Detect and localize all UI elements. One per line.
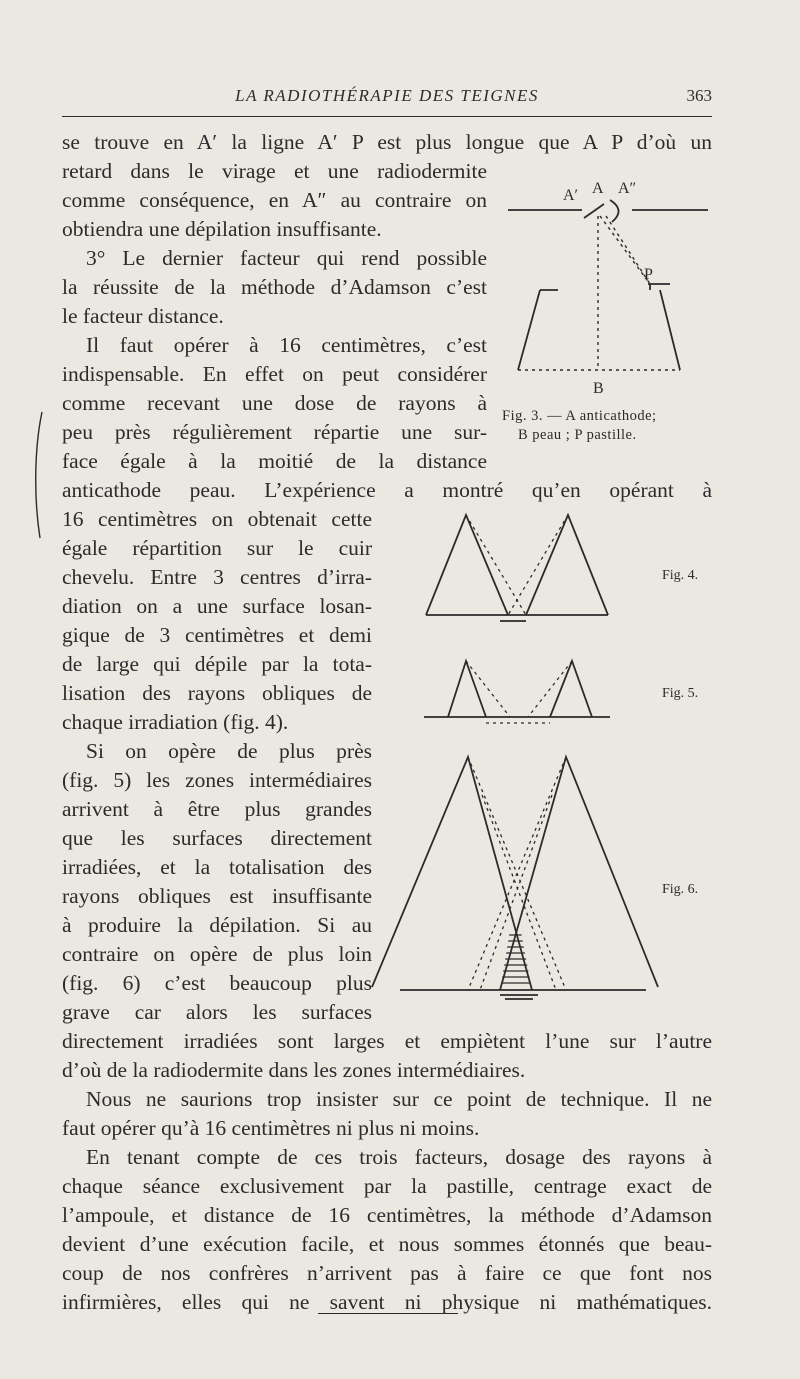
text-line: Nous ne saurions trop insister sur ce point de technique. Il ne <box>86 1087 712 1111</box>
fig4-label: Fig. 4. <box>662 568 699 583</box>
text-line: infirmières, elles qui ne savent ni physique ni mathématiques. <box>62 1290 712 1314</box>
text-line: se trouve en A′ la ligne A′ P est plus longue que A P d’où un <box>62 130 712 154</box>
text-line: coup de nos confrères n’arrivent pas à faire ce que font nos <box>62 1261 712 1285</box>
text-line: la réussite de la méthode d’Adamson c’est <box>62 275 487 299</box>
text-line: 3° Le dernier facteur qui rend possible <box>86 246 487 270</box>
text-line: (fig. 6) c’est beaucoup plus <box>62 971 372 995</box>
page-header <box>62 86 712 112</box>
text-line: rayons obliques est insuffisante <box>62 884 372 908</box>
text-line: le facteur distance. <box>62 304 224 328</box>
text-line: chevelu. Entre 3 centres d’irra- <box>62 565 372 589</box>
text-line: chaque séance exclusivement par la pastille, centrage exact de <box>62 1174 712 1198</box>
text-line: Si on opère de plus près <box>86 739 372 763</box>
text-line: de large qui dépile par la tota- <box>62 652 372 676</box>
text-line: comme recevant une dose de rayons à <box>62 391 487 415</box>
text-line: retard dans le virage et une radiodermite <box>62 159 487 183</box>
text-line: à produire la dépilation. Si au <box>62 913 372 937</box>
text-line: lisation des rayons obliques de <box>62 681 372 705</box>
text-line: peu près régulièrement répartie une sur- <box>62 420 487 444</box>
figure-6-diagram <box>370 755 670 1005</box>
text-line: directement irradiées sont larges et empiètent l’une sur l’autre <box>62 1029 712 1053</box>
figure-5-diagram <box>420 655 620 730</box>
text-line: irradiées, et la totalisation des <box>62 855 372 879</box>
margin-bracket-mark <box>30 410 48 540</box>
figure-4-diagram <box>420 505 620 630</box>
text-line: que les surfaces directement <box>62 826 372 850</box>
text-line: obtiendra une dépilation insuffisante. <box>62 217 382 241</box>
text-line: égale répartition sur le cuir <box>62 536 372 560</box>
text-line: arrivent à être plus grandes <box>62 797 372 821</box>
text-line: En tenant compte de ces trois facteurs, dosage des rayons à <box>86 1145 712 1169</box>
fig5-label: Fig. 5. <box>662 686 699 701</box>
text-line: indispensable. En effet on peut considérer <box>62 362 487 386</box>
running-title: LA RADIOTHÉRAPIE DES TEIGNES <box>235 86 539 105</box>
text-line: 16 centimètres on obtenait cette <box>62 507 372 531</box>
text-line: diation on a une surface losan- <box>62 594 372 618</box>
text-line: devient d’une exécution facile, et nous sommes étonnés que beau- <box>62 1232 712 1256</box>
fig3-label-b: B <box>593 380 604 397</box>
text-line: Il faut opérer à 16 centimètres, c’est <box>86 333 487 357</box>
fig3-label-a: A <box>592 180 604 197</box>
text-line: grave car alors les surfaces <box>62 1000 372 1024</box>
text-line: faut opérer qu’à 16 centimètres ni plus ni moins. <box>62 1116 480 1140</box>
figure-3-diagram <box>500 160 720 400</box>
page-number: 363 <box>686 86 712 105</box>
text-line: d’où de la radiodermite dans les zones intermédiaires. <box>62 1058 526 1082</box>
footer-rule <box>318 1313 458 1314</box>
text-line: comme conséquence, en A″ au contraire on <box>62 188 487 212</box>
text-line: face égale à la moitié de la distance <box>62 449 487 473</box>
text-line: l’ampoule, et distance de 16 centimètres, la méthode d’Adamson <box>62 1203 712 1227</box>
fig3-label-a-prime: A′ <box>563 187 579 204</box>
text-line: (fig. 5) les zones intermédiaires <box>62 768 372 792</box>
fig3-label-a-second: A″ <box>618 180 637 197</box>
fig6-label: Fig. 6. <box>662 882 699 897</box>
text-line: gique de 3 centimètres et demi <box>62 623 372 647</box>
fig3-caption-line-1: Fig. 3. — A anticathode; <box>502 408 657 424</box>
text-line: contraire on opère de plus loin <box>62 942 372 966</box>
text-line: anticathode peau. L’expérience a montré qu’en opérant à <box>62 478 712 502</box>
header-rule <box>62 116 712 117</box>
fig3-caption-line-2: B peau ; P pastille. <box>518 427 637 443</box>
fig3-label-p: P <box>644 266 653 283</box>
text-line: chaque irradiation (fig. 4). <box>62 710 289 734</box>
